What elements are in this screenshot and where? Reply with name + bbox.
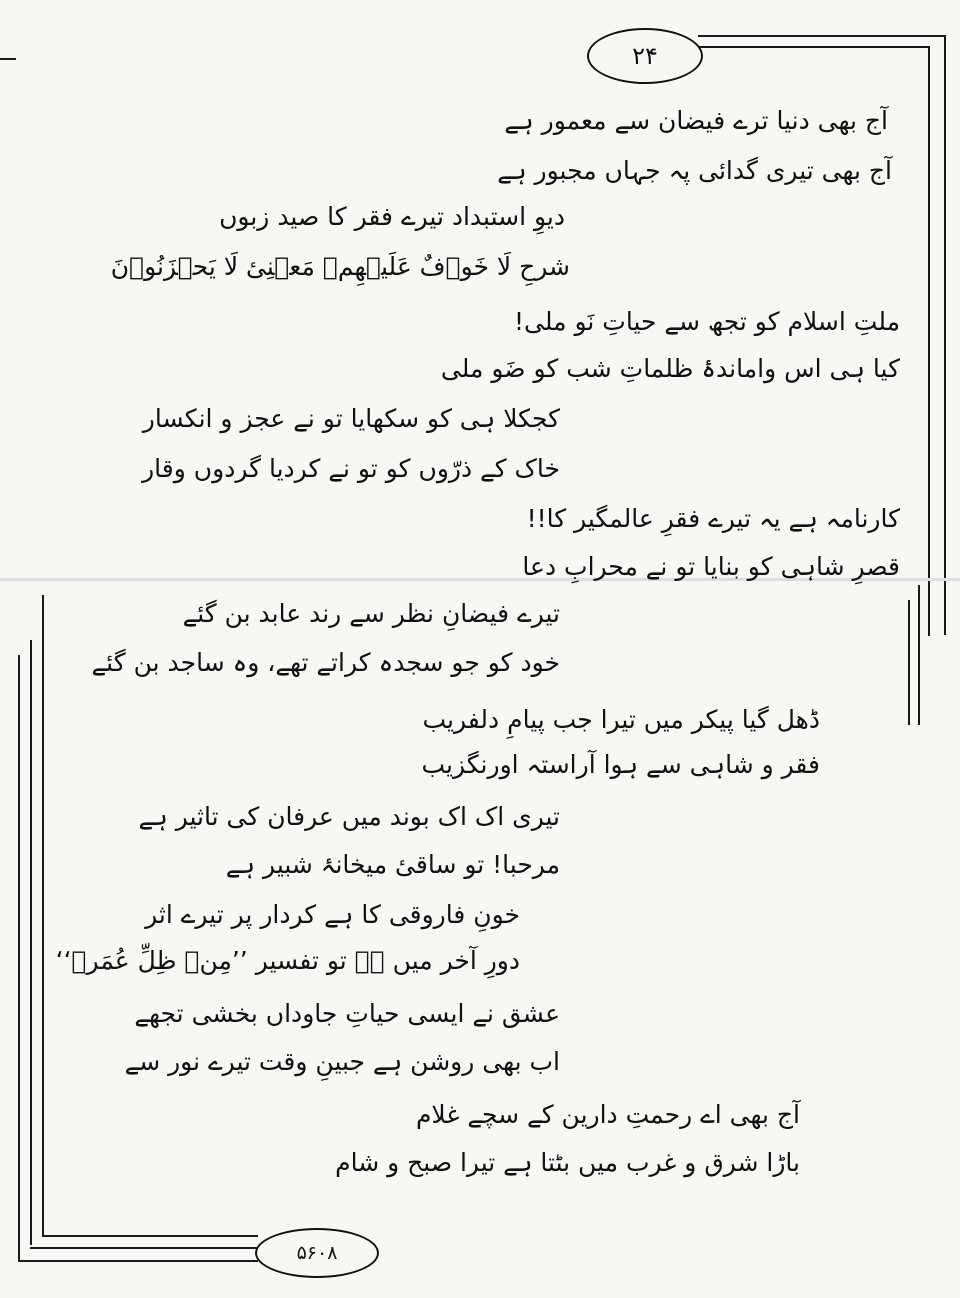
bottom-page-number: ۵۶۰۸: [255, 1228, 379, 1278]
poem-line-10: قصرِ شاہی کو بنایا تو نے محرابِ دعا: [522, 552, 900, 581]
upper-frame-outer-right: [944, 35, 946, 635]
lower-frame-left-mid: [30, 640, 32, 1245]
poem-line-17: خونِ فاروقی کا ہے کردار پر تیرے اثر: [145, 900, 520, 929]
poem-line-14: فقر و شاہی سے ہوا آراستہ اورنگزیب: [421, 750, 820, 779]
poem-line-19: عشق نے ایسی حیاتِ جاوداں بخشی تجھے: [134, 999, 560, 1028]
poem-line-21: آج بھی اے رحمتِ دارین کے سچے غلام: [415, 1100, 800, 1129]
poem-line-7: کجکلا ہی کو سکھایا تو نے عجز و انکسار: [142, 404, 560, 433]
poem-line-3: دیوِ استبداد تیرے فقر کا صید زبوں: [219, 202, 565, 231]
upper-frame-top-left: [0, 58, 16, 60]
upper-frame-top-outer: [698, 35, 944, 37]
lower-frame-left-outer: [18, 655, 20, 1260]
lower-frame-bottom-outer: [18, 1260, 258, 1262]
poem-line-1: آج بھی دنیا ترے فیضان سے معمور ہے: [504, 106, 888, 135]
poem-line-8: خاک کے ذرّوں کو تو نے کردیا گردوں وقار: [142, 454, 560, 483]
poem-line-6: کیا ہی اس واماندۂ ظلماتِ شب کو ضَو ملی: [440, 354, 900, 383]
lower-frame-bottom-mid: [30, 1247, 258, 1249]
poem-line-5: ملتِ اسلام کو تجھ سے حیاتِ نَو ملی!: [514, 307, 900, 336]
lower-frame-right-inner: [908, 600, 910, 725]
poem-line-9: کارنامہ ہے یہ تیرے فقرِ عالمگیر کا!!: [526, 504, 900, 533]
poem-line-11: تیرے فیضانِ نظر سے رند عابد بن گئے: [182, 599, 560, 628]
lower-frame-right-outer: [918, 585, 920, 725]
poem-line-18: دورِ آخر میں ہے تو تفسیر ’’مِنۡ ظِلِّ عُمَرۡ‘‘: [55, 946, 520, 975]
lower-frame-bottom-inner: [42, 1235, 258, 1237]
poem-line-13: ڈھل گیا پیکر میں تیرا جب پیامِ دلفریب: [422, 705, 820, 734]
top-page-number: ۲۴: [587, 28, 703, 84]
poem-line-12: خود کو جو سجدہ کراتے تھے، وہ ساجد بن گئے: [91, 648, 560, 677]
lower-frame-left-inner: [42, 595, 44, 1235]
poem-line-2: آج بھی تیری گدائی پہ جہاں مجبور ہے: [497, 156, 892, 185]
poem-line-22: باڑا شرق و غرب میں بٹتا ہے تیرا صبح و شام: [335, 1148, 800, 1177]
poem-line-20: اب بھی روشن ہے جبینِ وقت تیرے نور سے: [124, 1047, 560, 1076]
poem-line-4: شرحِ لَا خَوۡفٌ عَلَیۡهِمۡ مَعۡنِیٔ لَا یَحۡزَنُوۡنَ: [110, 252, 570, 281]
upper-frame-top-inner: [698, 46, 928, 48]
poem-line-15: تیری اک اک بوند میں عرفان کی تاثیر ہے: [138, 802, 560, 831]
poem-line-16: مرحبا! تو ساقیٔ میخانۂ شبیر ہے: [225, 850, 560, 879]
upper-frame-inner-right: [928, 46, 930, 636]
